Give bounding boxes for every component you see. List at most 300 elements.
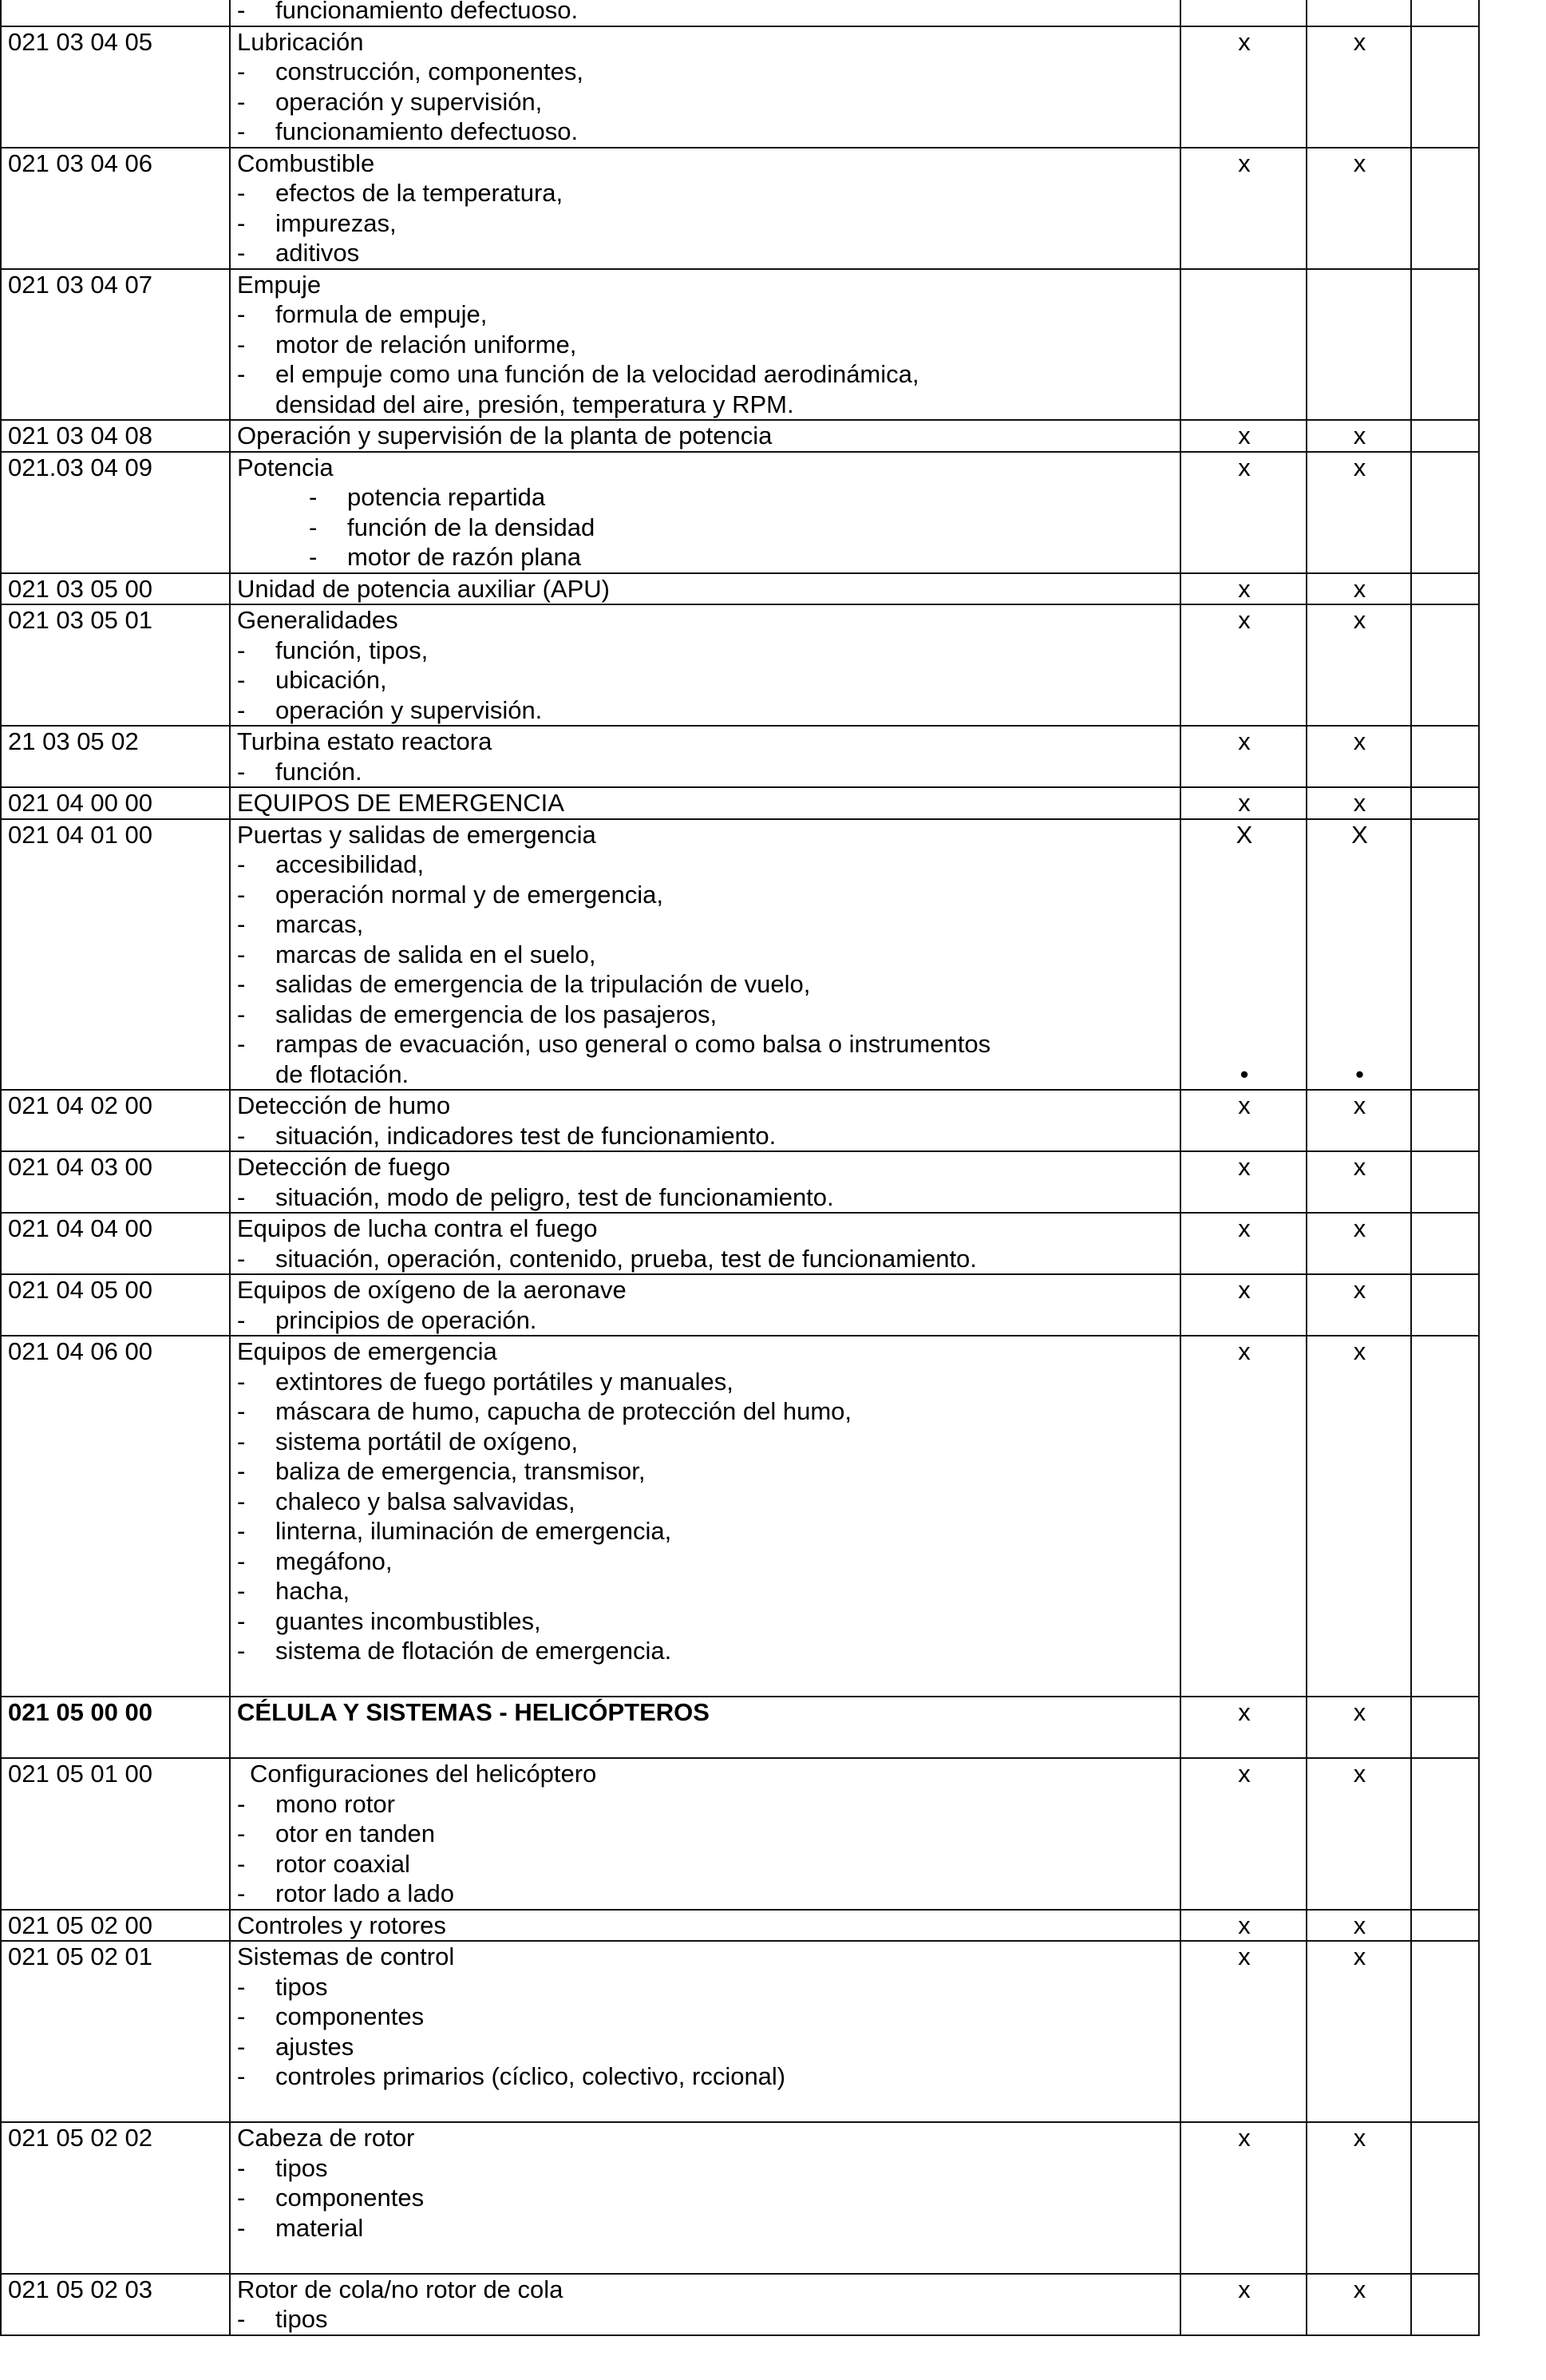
table-row [1, 420, 1479, 452]
list-item-text: motor de razón plana [347, 543, 581, 571]
mark-cell-1 [1180, 452, 1307, 573]
list-item [237, 2183, 1175, 2213]
mark-cell-3 [1411, 0, 1479, 26]
mark-value: x [1353, 149, 1366, 177]
list-item [237, 57, 1175, 87]
dash-marker: - [237, 1606, 246, 1635]
row-description [230, 787, 1180, 819]
list-item-text: material [275, 2213, 364, 2242]
row-code: 021 03 04 08 [1, 420, 230, 452]
mark-cell-2 [1307, 1941, 1411, 2122]
row-code: 021 04 00 00 [1, 787, 230, 819]
dash-marker: - [237, 239, 246, 267]
table-row [1, 0, 1479, 26]
list-item [237, 1029, 1175, 1059]
row-code [1, 0, 230, 26]
dash-marker: - [237, 1244, 246, 1273]
row-code: 021 05 02 02 [1, 2122, 230, 2274]
dash-marker: - [237, 666, 246, 694]
dash-marker: - [237, 0, 246, 24]
list-item [237, 87, 1175, 117]
list-item-text: densidad del aire, presión, temperatura y RPM. [275, 390, 794, 418]
mark-cell-3 [1411, 1910, 1479, 1942]
row-code: 021 03 04 06 [1, 148, 230, 269]
mark-value: x [1353, 1942, 1366, 1970]
mark-value: x [1238, 453, 1251, 481]
list-item [237, 1396, 1175, 1427]
list-item-text: situación, indicadores test de funcionamiento. [275, 1121, 777, 1150]
row-title: Configuraciones del helicóptero [250, 1760, 597, 1788]
mark-cell-2 [1307, 1090, 1411, 1151]
list-item [237, 178, 1175, 208]
list-item [237, 390, 1175, 420]
row-title: Unidad de potencia auxiliar (APU) [237, 574, 610, 603]
mark-value: x [1353, 1214, 1366, 1242]
row-title: Sistemas de control [237, 1942, 455, 1970]
dash-marker: - [309, 543, 318, 571]
mark-cell-1 [1180, 148, 1307, 269]
mark-cell-3 [1411, 726, 1479, 787]
table-row [1, 1941, 1479, 2122]
mark-cell-1 [1180, 26, 1307, 148]
dash-marker: - [237, 1820, 246, 1847]
dash-marker: - [237, 636, 246, 664]
row-description [230, 2122, 1180, 2274]
list-item [237, 1427, 1175, 1457]
list-item-text: función de la densidad [347, 513, 595, 541]
row-description [230, 1151, 1180, 1213]
mark-cell-2 [1307, 1336, 1411, 1697]
list-item [237, 330, 1175, 360]
dash-marker: - [237, 300, 246, 328]
mark-cell-3 [1411, 1213, 1479, 1274]
row-code: 021 05 02 00 [1, 1910, 230, 1942]
mark-value: x [1238, 789, 1251, 817]
table-row [1, 1274, 1479, 1336]
mark-cell-2 [1307, 1758, 1411, 1910]
list-item [237, 1849, 1175, 1879]
row-code: 021 03 05 01 [1, 604, 230, 726]
mark-cell-1 [1180, 420, 1307, 452]
list-item-text: potencia repartida [347, 483, 546, 511]
mark-value: x [1353, 27, 1366, 56]
table-row [1, 2274, 1479, 2335]
table-row [1, 269, 1479, 421]
dash-marker: - [237, 1546, 246, 1575]
list-item-text: funcionamiento defectuoso. [275, 0, 579, 24]
row-description [230, 26, 1180, 148]
mark-cell-3 [1411, 26, 1479, 148]
mark-value: x [1238, 1911, 1251, 1939]
mark-cell-2 [1307, 604, 1411, 726]
list-item-text: hacha, [275, 1577, 350, 1605]
dash-marker: - [237, 880, 246, 909]
dash-marker: - [309, 483, 318, 511]
list-item-text: principios de operación. [275, 1305, 537, 1334]
blank-line [237, 1728, 1175, 1758]
mark-value: x [1238, 606, 1251, 634]
mark-value: x [1353, 1760, 1366, 1788]
mark-cell-1 [1180, 1697, 1307, 1758]
table-row [1, 1697, 1479, 1758]
row-description [230, 148, 1180, 269]
list-item [237, 940, 1175, 970]
mark-cell-1 [1180, 726, 1307, 787]
list-item-text: baliza de emergencia, transmisor, [275, 1457, 646, 1485]
list-item [237, 880, 1175, 910]
mark-cell-2 [1307, 819, 1411, 1091]
table-row [1, 452, 1479, 573]
mark-cell-3 [1411, 420, 1479, 452]
row-description [230, 1336, 1180, 1697]
list-item-text: funcionamiento defectuoso. [275, 117, 579, 145]
mark-cell-2 [1307, 2122, 1411, 2274]
table-row [1, 148, 1479, 269]
mark-cell-3 [1411, 573, 1479, 605]
row-description [230, 573, 1180, 605]
list-item-text: sistema portátil de oxígeno, [275, 1427, 579, 1455]
mark-cell-1 [1180, 1090, 1307, 1151]
mark-value: x [1353, 1337, 1366, 1365]
row-code: 021 03 04 05 [1, 26, 230, 148]
mark-value: x [1238, 27, 1251, 56]
dash-marker: - [237, 2032, 246, 2061]
list-item [237, 909, 1175, 940]
row-code: 021 04 05 00 [1, 1274, 230, 1336]
list-item-text: sistema de flotación de emergencia. [275, 1637, 672, 1665]
list-item [237, 665, 1175, 695]
mark-cell-1 [1180, 269, 1307, 421]
mark-cell-3 [1411, 787, 1479, 819]
bullet-icon: • [1355, 1059, 1364, 1088]
mark-cell-2 [1307, 420, 1411, 452]
mark-value: x [1353, 1091, 1366, 1119]
row-title: Puertas y salidas de emergencia [237, 820, 596, 849]
table-row [1, 573, 1479, 605]
row-title: Detección de fuego [237, 1153, 451, 1181]
dash-marker: - [237, 2062, 246, 2090]
table-row [1, 1090, 1479, 1151]
list-item [237, 1972, 1175, 2002]
list-item-text: ubicación, [275, 666, 387, 694]
dash-marker: - [237, 1487, 246, 1515]
dash-marker: - [309, 513, 318, 541]
row-title: Lubricación [237, 27, 364, 56]
mark-cell-1 [1180, 819, 1307, 1091]
mark-cell-1 [1180, 1758, 1307, 1910]
mark-cell-2 [1307, 1697, 1411, 1758]
row-title: Detección de humo [237, 1091, 451, 1119]
list-item [237, 1819, 1175, 1849]
mark-value: X [1351, 820, 1368, 849]
row-code: 21 03 05 02 [1, 726, 230, 787]
list-item-text: impurezas, [275, 208, 397, 237]
list-item [237, 695, 1175, 726]
list-item [237, 1546, 1175, 1577]
row-description [230, 269, 1180, 421]
dash-marker: - [237, 1879, 246, 1907]
dash-marker: - [237, 1789, 246, 1818]
dash-marker: - [237, 57, 246, 85]
mark-value: x [1238, 1698, 1251, 1726]
dash-marker: - [237, 1637, 246, 1665]
table-row [1, 819, 1479, 1091]
row-description [230, 1910, 1180, 1942]
blank-line [237, 2092, 1175, 2122]
mark-cell-3 [1411, 148, 1479, 269]
row-description [230, 1213, 1180, 1274]
row-code: 021 04 01 00 [1, 819, 230, 1091]
mark-cell-2 [1307, 1910, 1411, 1942]
dash-marker: - [237, 1000, 246, 1028]
row-title: Equipos de lucha contra el fuego [237, 1214, 598, 1242]
list-item [237, 1487, 1175, 1517]
mark-cell-1 [1180, 1336, 1307, 1697]
list-item [237, 1000, 1175, 1030]
list-item-text: situación, modo de peligro, test de funcionamiento. [275, 1182, 834, 1211]
dash-marker: - [237, 1457, 246, 1485]
list-item-text: marcas, [275, 910, 364, 938]
row-description [230, 0, 1180, 26]
row-description [230, 2274, 1180, 2335]
mark-cell-2 [1307, 26, 1411, 148]
mark-value: x [1353, 1911, 1366, 1939]
dash-marker: - [237, 2002, 246, 2030]
dash-marker: - [237, 695, 246, 724]
mark-cell-1 [1180, 787, 1307, 819]
list-item [237, 117, 1175, 147]
dash-marker: - [237, 940, 246, 968]
dash-marker: - [237, 2153, 246, 2182]
mark-value: x [1238, 149, 1251, 177]
list-item-text: aditivos [275, 239, 360, 267]
mark-value: x [1353, 1276, 1366, 1304]
row-code: 021 05 00 00 [1, 1697, 230, 1758]
mark-value: x [1353, 1698, 1366, 1726]
row-title: Equipos de oxígeno de la aeronave [237, 1276, 627, 1304]
list-item-text: controles primarios (cíclico, colectivo, rccional) [275, 2062, 786, 2090]
mark-value: x [1353, 422, 1366, 449]
mark-value [1188, 0, 1301, 26]
mark-cell-1 [1180, 1213, 1307, 1274]
list-item [237, 1182, 1175, 1213]
mark-cell-2 [1307, 1274, 1411, 1336]
dash-marker: - [237, 910, 246, 938]
row-code: 021 04 03 00 [1, 1151, 230, 1213]
list-item [237, 2304, 1175, 2334]
list-item [237, 0, 1175, 26]
blank-line [237, 2243, 1175, 2273]
mark-cell-3 [1411, 1758, 1479, 1910]
row-title: Controles y rotores [237, 1911, 446, 1939]
dash-marker: - [237, 208, 246, 237]
bullet-icon: • [1240, 1059, 1249, 1088]
mark-value [1314, 270, 1406, 300]
list-item-text: accesibilidad, [275, 850, 425, 878]
list-item-text: otor en tanden [275, 1820, 435, 1847]
row-code: 021 03 04 07 [1, 269, 230, 421]
mark-cell-2 [1307, 148, 1411, 269]
table-row [1, 26, 1479, 148]
list-item-text: salidas de emergencia de la tripulación de vuelo, [275, 970, 811, 998]
list-item-text: tipos [275, 1972, 328, 2001]
row-title: CÉLULA Y SISTEMAS - HELICÓPTEROS [237, 1698, 710, 1726]
row-title: Equipos de emergencia [237, 1337, 497, 1365]
mark-cell-2 [1307, 2274, 1411, 2335]
list-item-text: función. [275, 757, 362, 786]
list-item-text: construcción, componentes, [275, 57, 583, 85]
mark-cell-3 [1411, 452, 1479, 573]
list-item-text: chaleco y balsa salvavidas, [275, 1487, 575, 1515]
mark-value: x [1238, 2275, 1251, 2303]
syllabus-table-body [1, 0, 1479, 2335]
list-item-text: máscara de humo, capucha de protección del humo, [275, 1397, 852, 1425]
list-item-text: rampas de evacuación, uso general o como balsa o instrumentos [275, 1030, 991, 1058]
list-item [237, 1456, 1175, 1487]
dash-marker: - [237, 850, 246, 878]
mark-cell-1 [1180, 1941, 1307, 2122]
list-item-text: efectos de la temperatura, [275, 179, 563, 207]
mark-cell-1 [1180, 1910, 1307, 1942]
list-item [237, 359, 1175, 390]
list-item [237, 1789, 1175, 1820]
list-item-text: rotor lado a lado [275, 1879, 455, 1907]
list-item-text: mono rotor [275, 1789, 395, 1818]
dash-marker: - [237, 330, 246, 358]
mark-value: x [1238, 1942, 1251, 1970]
list-item-text: el empuje como una función de la velocidad aerodinámica, [275, 360, 919, 388]
list-item [237, 1879, 1175, 1909]
list-item-text: operación normal y de emergencia, [275, 880, 663, 909]
dash-marker: - [237, 1121, 246, 1150]
row-description [230, 420, 1180, 452]
table-row [1, 787, 1479, 819]
mark-cell-3 [1411, 1941, 1479, 2122]
row-title: Combustible [237, 149, 375, 177]
dash-marker: - [237, 2305, 246, 2333]
mark-cell-1 [1180, 0, 1307, 26]
mark-cell-3 [1411, 819, 1479, 1091]
dash-marker: - [237, 1030, 246, 1058]
list-item-text: componentes [275, 2184, 425, 2212]
mark-cell-1 [1180, 1274, 1307, 1336]
table-row [1, 1910, 1479, 1942]
list-item-text: linterna, iluminación de emergencia, [275, 1517, 672, 1545]
mark-value: x [1353, 574, 1366, 603]
list-item [237, 1516, 1175, 1546]
dash-marker: - [237, 1182, 246, 1211]
mark-cell-2 [1307, 573, 1411, 605]
mark-cell-1 [1180, 2274, 1307, 2335]
dash-marker: - [237, 970, 246, 998]
list-item [237, 2153, 1175, 2184]
table-row [1, 604, 1479, 726]
list-item-text: formula de empuje, [275, 300, 488, 328]
mark-cell-2 [1307, 452, 1411, 573]
list-item [237, 849, 1175, 880]
list-item [237, 542, 1175, 572]
list-item-text: extintores de fuego portátiles y manuales, [275, 1367, 733, 1396]
list-item [237, 1576, 1175, 1606]
mark-cell-2 [1307, 726, 1411, 787]
mark-value: x [1238, 574, 1251, 603]
mark-cell-1 [1180, 2122, 1307, 2274]
row-title: Operación y supervisión de la planta de potencia [237, 422, 773, 449]
row-description [230, 1090, 1180, 1151]
row-title: Turbina estato reactora [237, 727, 492, 755]
list-item-text: megáfono, [275, 1546, 393, 1575]
row-title: Potencia [237, 453, 334, 481]
mark-cell-2 [1307, 1151, 1411, 1213]
dash-marker: - [237, 117, 246, 145]
mark-value: x [1238, 1153, 1251, 1181]
mark-cell-3 [1411, 2122, 1479, 2274]
mark-cell-1 [1180, 604, 1307, 726]
list-item [237, 1367, 1175, 1397]
mark-value: x [1353, 2124, 1366, 2152]
list-item [237, 1606, 1175, 1637]
list-item [237, 513, 1175, 543]
row-description [230, 1941, 1180, 2122]
dash-marker: - [237, 87, 246, 116]
mark-cell-3 [1411, 1090, 1479, 1151]
list-item [237, 636, 1175, 666]
list-item-text: motor de relación uniforme, [275, 330, 577, 358]
dash-marker: - [237, 1305, 246, 1334]
mark-cell-3 [1411, 1274, 1479, 1336]
row-title: EQUIPOS DE EMERGENCIA [237, 789, 564, 817]
list-item-text: operación y supervisión. [275, 695, 543, 724]
mark-value: x [1353, 727, 1366, 755]
table-row [1, 726, 1479, 787]
blank-line [237, 1666, 1175, 1697]
list-item [237, 757, 1175, 787]
row-description [230, 1758, 1180, 1910]
row-description [230, 819, 1180, 1091]
dash-marker: - [237, 360, 246, 388]
mark-value [1188, 270, 1301, 300]
mark-cell-2 [1307, 0, 1411, 26]
mark-cell-3 [1411, 269, 1479, 421]
list-item-text: guantes incombustibles, [275, 1606, 541, 1635]
row-code: 021 03 05 00 [1, 573, 230, 605]
list-item [237, 2061, 1175, 2092]
list-item [237, 1636, 1175, 1666]
mark-cell-3 [1411, 1336, 1479, 1697]
dash-marker: - [237, 2213, 246, 2242]
row-title: Rotor de cola/no rotor de cola [237, 2275, 563, 2303]
row-description [230, 1697, 1180, 1758]
list-item [237, 1059, 1175, 1090]
list-item [237, 2002, 1175, 2032]
mark-value: x [1238, 727, 1251, 755]
row-description [230, 1274, 1180, 1336]
mark-value: x [1353, 789, 1366, 817]
list-item-text: salidas de emergencia de los pasajeros, [275, 1000, 718, 1028]
list-item-text: función, tipos, [275, 636, 429, 664]
mark-value: x [1238, 1214, 1251, 1242]
list-item-text: componentes [275, 2002, 425, 2030]
list-item [237, 2213, 1175, 2243]
row-code: 021 04 04 00 [1, 1213, 230, 1274]
list-item-text: tipos [275, 2305, 328, 2333]
mark-value: x [1353, 606, 1366, 634]
mark-cell-3 [1411, 2274, 1479, 2335]
row-code: 021 05 02 01 [1, 1941, 230, 2122]
mark-cell-3 [1411, 1151, 1479, 1213]
row-description [230, 452, 1180, 573]
mark-value: x [1353, 453, 1366, 481]
